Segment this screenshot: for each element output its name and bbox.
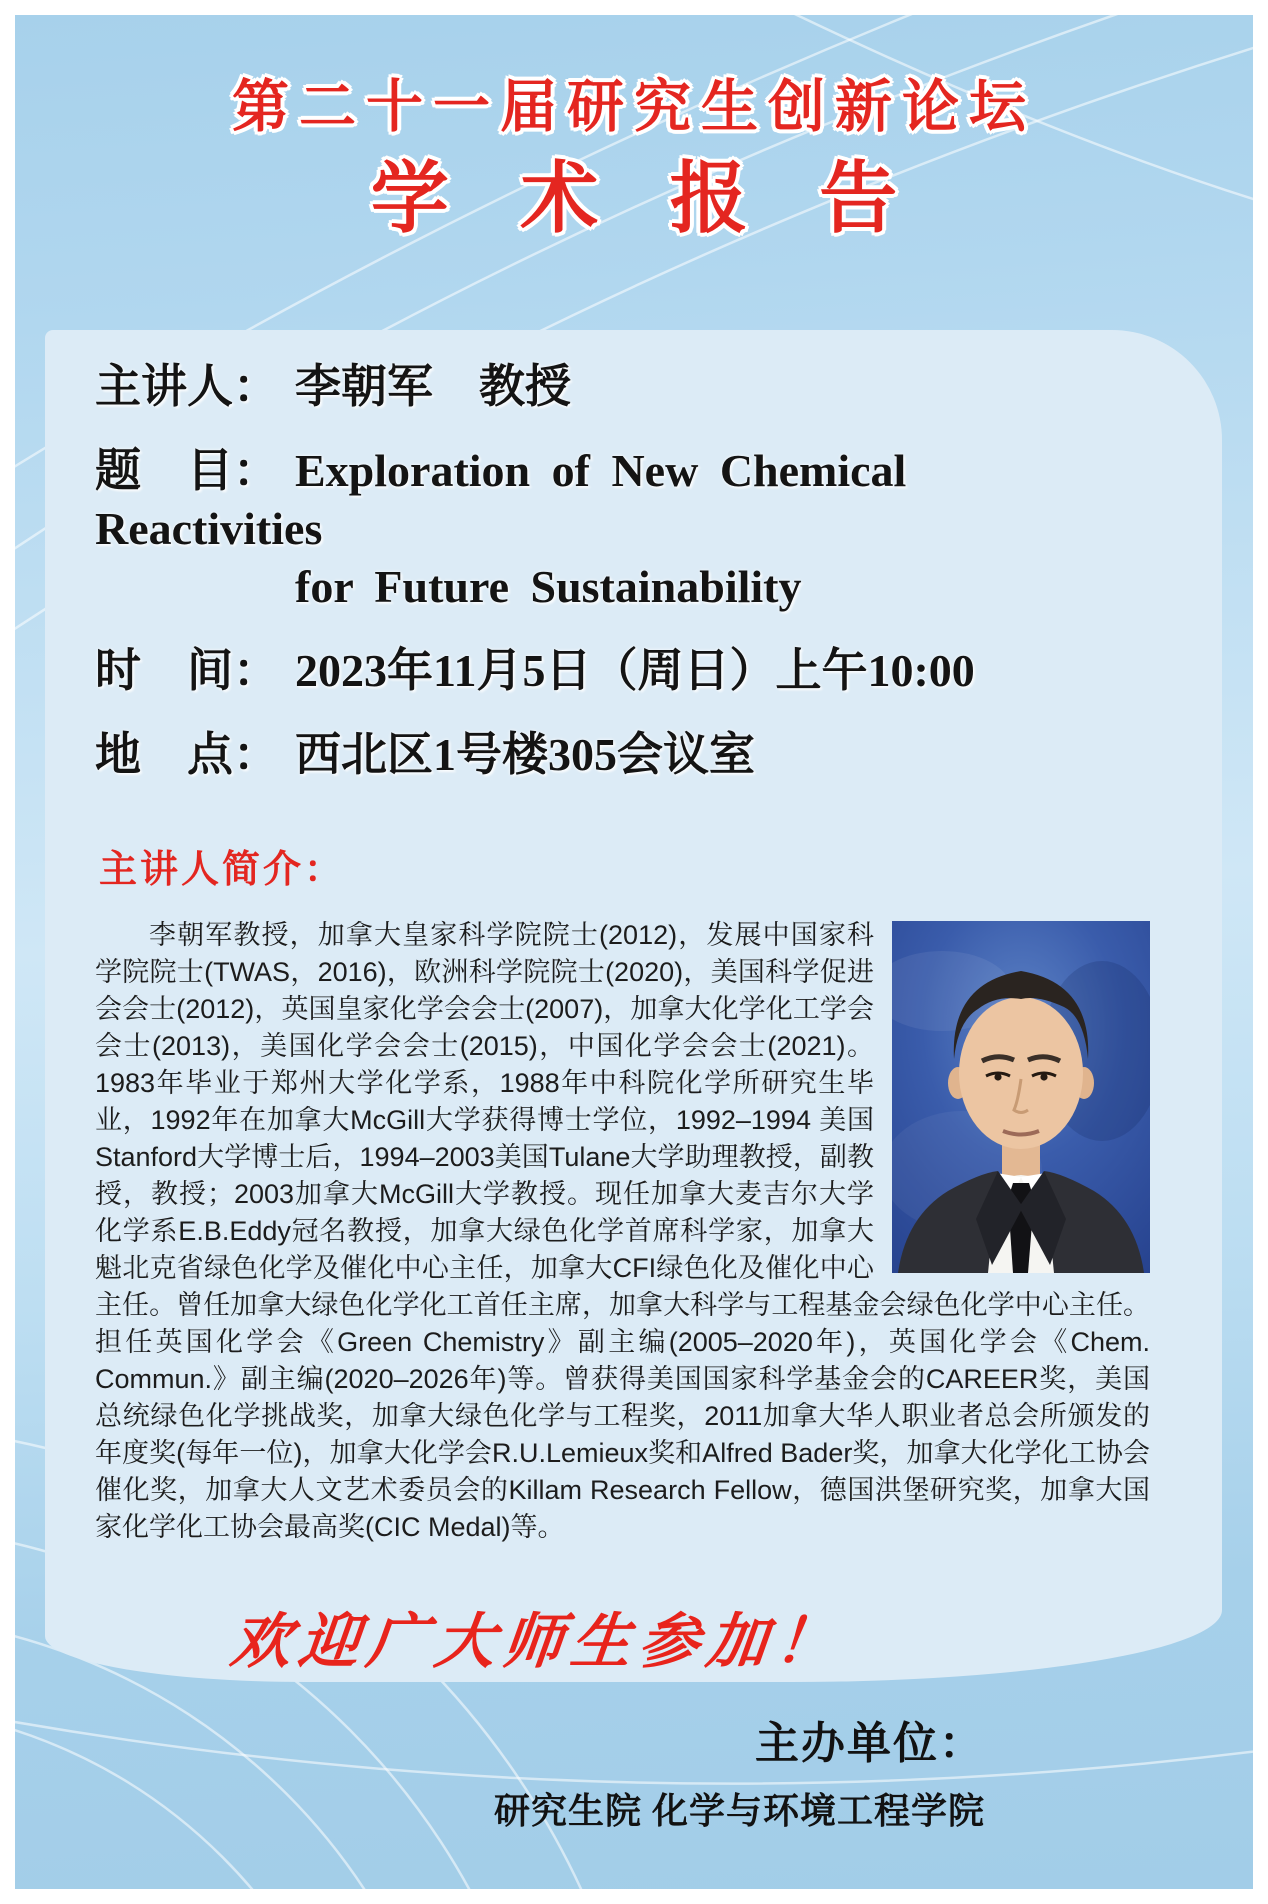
bio-heading: 主讲人简介： <box>99 848 346 891</box>
poster <box>15 15 1253 1889</box>
header <box>15 77 1253 241</box>
speaker-label: 主讲人： <box>95 361 279 412</box>
forum-title: 第二十一届研究生创新论坛 <box>232 76 1036 139</box>
time-label: 时 间： <box>95 644 279 696</box>
organizer-label: 主办单位： <box>755 1719 985 1768</box>
organizer-name: 研究生院 化学与环境工程学院 <box>493 1791 985 1831</box>
event-info <box>95 358 1150 784</box>
main-panel <box>45 330 1222 1682</box>
time-row <box>95 642 1150 700</box>
bio-section <box>95 917 1150 1546</box>
bio-text: 李朝军教授，加拿大皇家科学院院士(2012)，发展中国家科学院院士(TWAS，2016)，欧洲科学院院士(2020)，美国科学促进会会士(2012)，英国皇家化学会会士(2007)，加拿大化学化工学会会士(2013)，美国化学会会士(2015)，中国化学会会士(2021)。1983年毕业于郑州大学化学系，1988年中科院化学所研究生毕业，1992年在加拿大McGill大学获得博士学位，1992–1994 美国Stanford大学博士后，1994–2003美国Tulane大学助理教授，副教授，教授；2003加拿大McGill大学教授。现任加拿大麦吉尔大学化学系E.B.Eddy冠名教授，加拿大绿色化学首席科学家，加拿大魁北克省绿色化学及催化中心主任，加拿大CFI绿色化及催化中心主任。曾任加拿大绿色化学化工首任主席，加拿大科学与工程基金会绿色化学中心主任。担任英国化学会《Green Chemistry》副主编(2005–2020年)，英国化学会《Chem. Commun.》副主编(2020–2026年)等。曾获得美国国家科学基金会的CAREER奖，美国总统绿色化学挑战奖，加拿大绿色化学与工程奖，2011加拿大华人职业者总会所颁发的年度奖(每年一位)，加拿大化学会R.U.Lemieux奖和Alfred Bader奖，加拿大化学化工协会催化奖，加拿大人文艺术委员会的Killam Research Fellow，德国洪堡研究奖，加拿大国家化学化工协会最高奖(CIC Medal)等。 <box>95 919 1150 1542</box>
speaker-photo <box>892 921 1150 1273</box>
topic-label: 题 目： <box>95 444 279 496</box>
topic-title-line1: Exploration of New Chemical Reactivities <box>95 444 907 554</box>
welcome-banner: 欢迎广大师生参加！ <box>227 1608 847 1675</box>
topic-row <box>95 442 1150 616</box>
venue-label: 地 点： <box>95 728 279 780</box>
footer <box>494 1707 985 1834</box>
report-title: 学 术 报 告 <box>370 154 924 242</box>
speaker-row <box>95 358 1150 416</box>
topic-title-line2: for Future Sustainability <box>295 560 802 612</box>
speaker-name: 李朝军 教授 <box>295 361 571 412</box>
time-value: 2023年11月5日（周日）上午10:00 <box>295 644 975 696</box>
speaker-portrait-image <box>892 921 1150 1273</box>
venue-value: 西北区1号楼305会议室 <box>295 728 755 780</box>
topic-line1 <box>95 442 1150 558</box>
venue-row <box>95 726 1150 784</box>
